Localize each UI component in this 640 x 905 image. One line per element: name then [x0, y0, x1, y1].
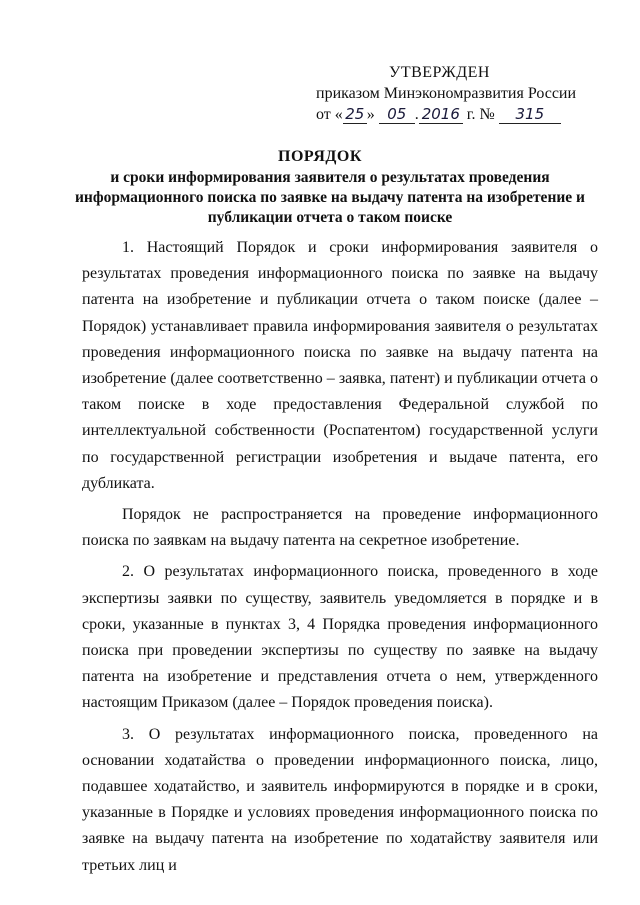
date-dot: .	[414, 106, 419, 123]
handwritten-month: 05	[379, 106, 415, 124]
date-prefix: от «	[316, 106, 343, 123]
date-quote-close: »	[366, 106, 375, 123]
paragraph-4: 3. О результатах информационного поиска, проведенного на основании ходатайства о проведении информационного поиска, лицо, подавшее ходатайство, и заявитель информируются в порядке и в сроки, указанные в Порядке и условиях проведения информационного поиска по заявке на выдачу патента на изобретение по ходатайству заявителя или третьих лиц и	[82, 725, 598, 874]
handwritten-order-number: 315	[499, 106, 561, 124]
document-subtitle: и сроки информирования заявителя о результатах проведения информационного поиска по заявке на выдачу патента на изобретение и публикации отчета о таком поиске	[75, 169, 585, 226]
approval-stamp	[316, 62, 616, 125]
approval-title: УТВЕРЖДЕН	[389, 64, 490, 81]
approval-date-line	[316, 104, 616, 125]
year-suffix-number-label: г. №	[466, 106, 495, 123]
handwritten-year: 2016	[419, 106, 463, 124]
paragraph-3: 2. О результатах информационного поиска, проведенного в ходе экспертизы заявки по существу, заявитель уведомляется в порядке и в сроки, указанные в пунктах 3, 4 Порядка проведения информационного поиска при проведении экспертизы по существу по заявке на выдачу патента на изобретение и представления отчета о нем, утвержденного настоящим Приказом (далее – Порядок проведения поиска).	[82, 563, 598, 712]
paragraph-1: 1. Настоящий Порядок и сроки информирования заявителя о результатах проведения информационного поиска по заявке на выдачу патента на изобретение и публикации отчета о таком поиске (далее – Порядок) устанавливает правила информирования заявителя о результатах проведения информационного поиска по заявке на выдачу патента на изобретение (далее соответственно – заявка, патент) и публикации отчета о таком поиске в ходе предоставления Федеральной службой по интеллектуальной собственности (Роспатентом) государственной услуги по государственной регистрации изобретения и выдаче патента, его дубликата.	[82, 239, 598, 492]
document-body	[82, 235, 598, 884]
paragraph-2: Порядок не распространяется на проведение информационного поиска по заявкам на выдачу патента на секретное изобретение.	[82, 506, 598, 550]
handwritten-day: 25	[343, 106, 367, 124]
document-title: ПОРЯДОК	[278, 148, 362, 165]
approval-order-line: приказом Минэкономразвития России	[316, 85, 577, 102]
